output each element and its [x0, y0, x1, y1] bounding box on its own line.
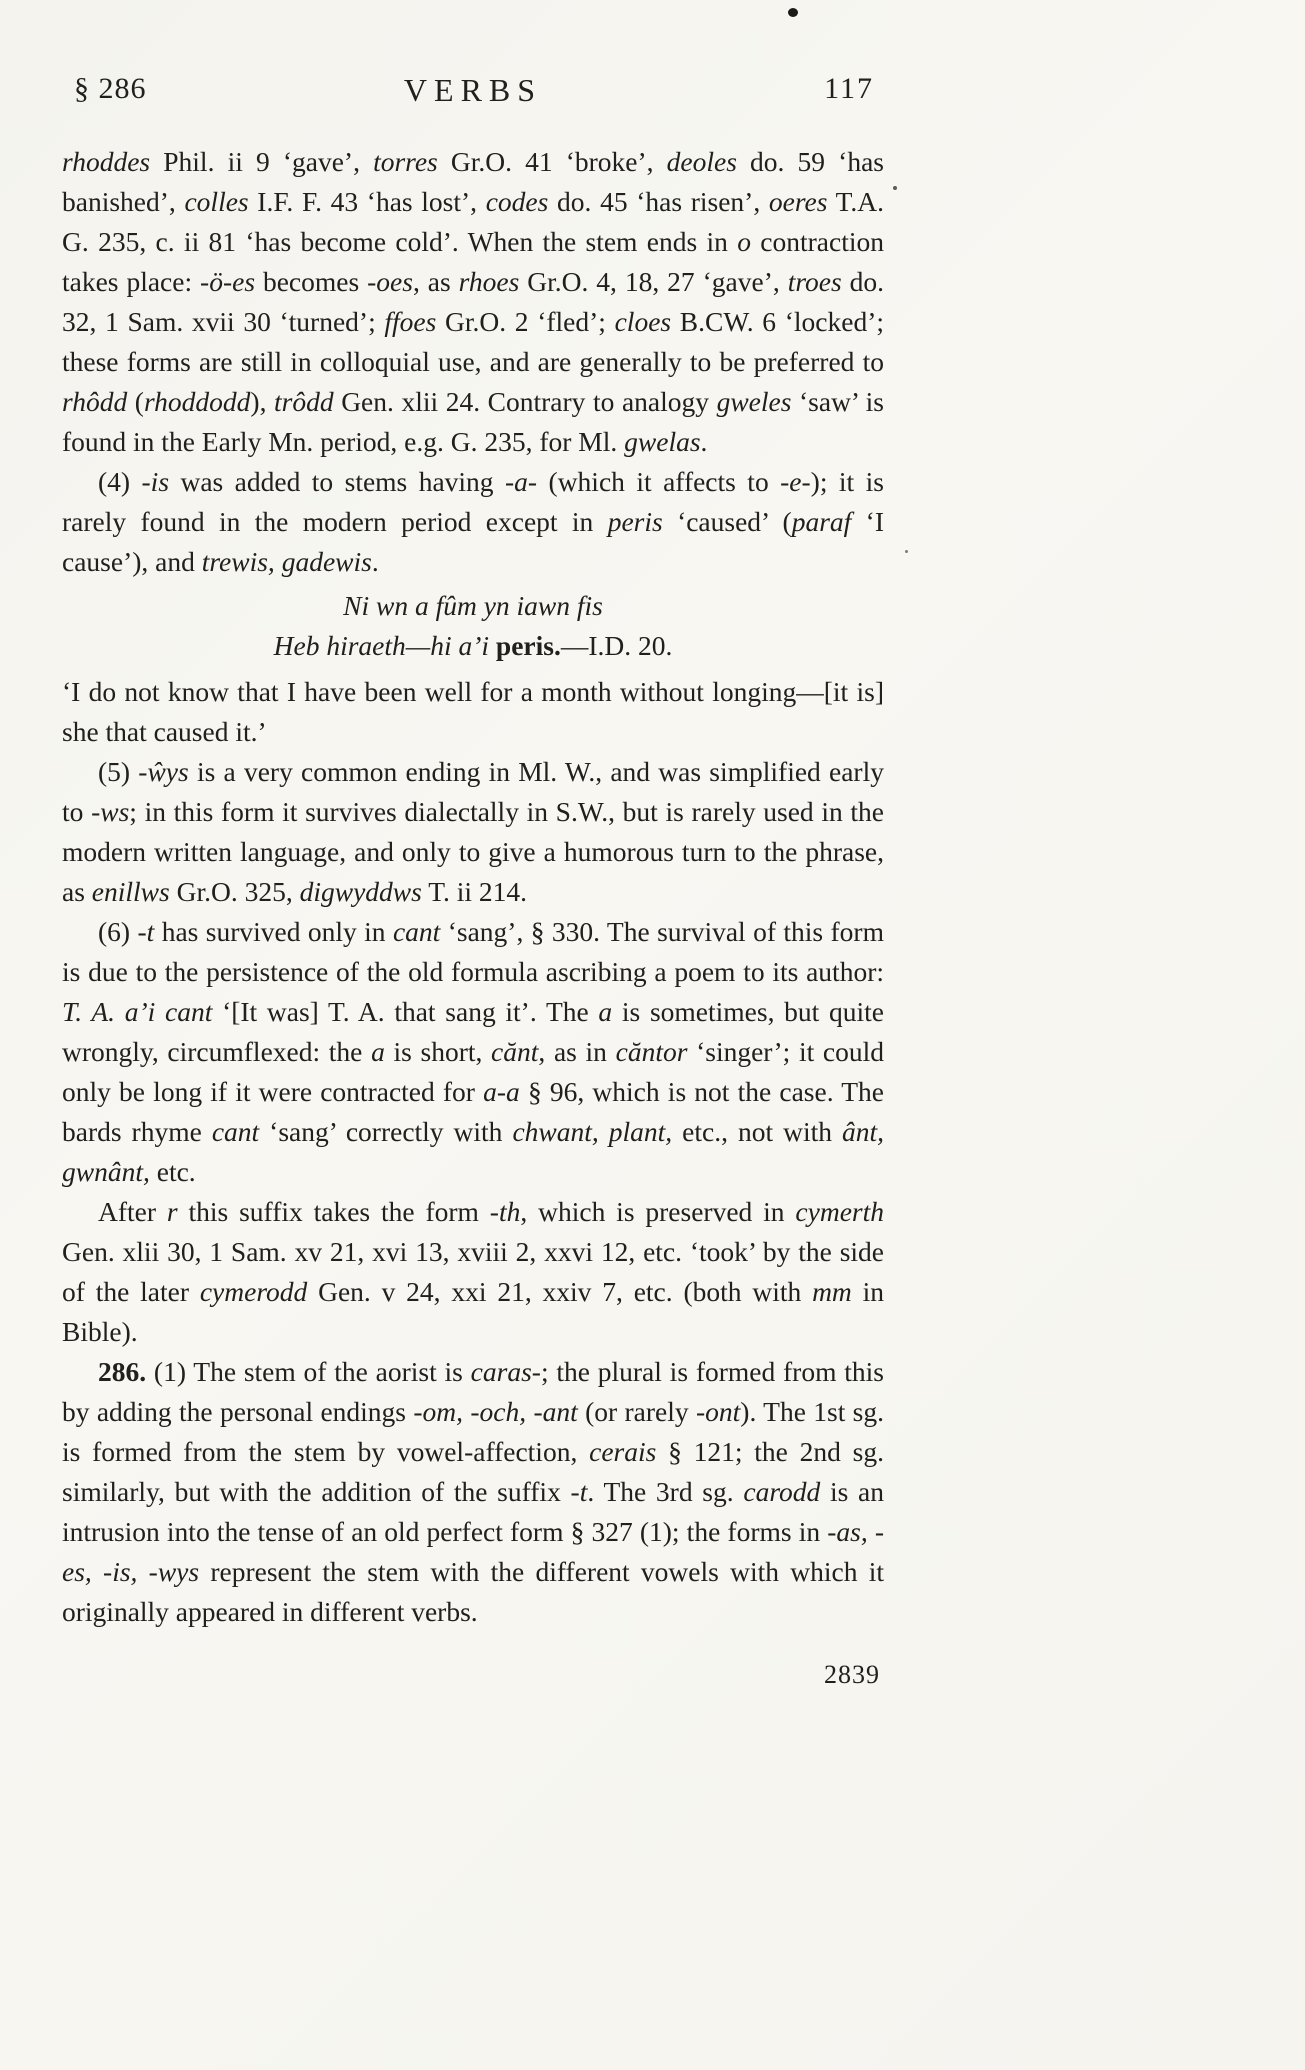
- text-run: do. 59 ‘has banished’,: [62, 146, 884, 217]
- verse-quote: [62, 586, 884, 666]
- italic-text-run: codes: [485, 186, 549, 217]
- italic-text-run: digwyddws: [299, 876, 422, 907]
- italic-text-run: oeres: [768, 186, 828, 217]
- text-run: (which it affects to: [537, 466, 781, 497]
- italic-text-run: plant,: [608, 1116, 673, 1147]
- text-run: is short,: [384, 1036, 492, 1067]
- italic-text-run: gwelas: [624, 426, 701, 457]
- italic-text-run: -is: [141, 466, 170, 497]
- italic-text-run: troes: [787, 266, 842, 297]
- text-run: ‘sang’ correctly with: [259, 1116, 513, 1147]
- text-run: in Bible).: [62, 1276, 885, 1347]
- italic-text-run: peris: [607, 506, 663, 537]
- text-run: , which is preserved in: [520, 1196, 796, 1227]
- italic-text-run: -och,: [470, 1396, 527, 1427]
- text-run: Gr.O. 41 ‘broke’,: [437, 146, 667, 177]
- text-run: Gen. xlii 30, 1 Sam. xv 21, xvi 13, xviii 2, xxvi 12, etc. ‘took’ by the side of the later: [62, 1236, 884, 1307]
- text-run: is a very common ending in Ml. W., and was simplified early to: [62, 756, 884, 827]
- ink-speck-icon: [905, 550, 908, 553]
- italic-text-run: ffoes: [384, 306, 437, 337]
- italic-text-run: chwant,: [512, 1116, 599, 1147]
- text-run: ‘caused’ (: [662, 506, 792, 537]
- print-number: 2839: [824, 1660, 880, 1689]
- italic-text-run: cymerodd: [199, 1276, 308, 1307]
- text-run: was added to stems having: [169, 466, 506, 497]
- italic-text-run: paraf: [791, 506, 852, 537]
- text-run: ‘[It was] T. A. that sang it’. The: [212, 996, 599, 1027]
- text-run: is an intrusion into the tense of an old perfect form § 327 (1); the forms in: [62, 1476, 884, 1547]
- text-run: ‘sang’, § 330. The survival of this form is due to the persistence of the old formula ascribing a poem to its author:: [62, 916, 884, 987]
- text-run: contraction takes place:: [62, 226, 884, 297]
- text-block: [62, 72, 884, 1690]
- italic-text-run: gwnânt,: [62, 1156, 150, 1187]
- italic-text-run: gadewis: [281, 546, 372, 577]
- text-run: has survived only in: [154, 916, 393, 947]
- paragraph: [62, 912, 884, 1192]
- italic-text-run: cant: [211, 1116, 260, 1147]
- ink-speck-icon: [788, 8, 798, 17]
- bold-text-run: 286.: [98, 1356, 147, 1387]
- text-run: (5): [98, 756, 139, 787]
- text-run: I.F. F. 43 ‘has lost’,: [248, 186, 486, 217]
- italic-text-run: a: [371, 1036, 385, 1067]
- text-run: Gr.O. 4, 18, 27 ‘gave’,: [519, 266, 788, 297]
- italic-text-run: trewis,: [201, 546, 275, 577]
- text-run: ‘I cause’), and: [62, 506, 884, 577]
- italic-text-run: cymerth: [795, 1196, 884, 1227]
- italic-text-run: a: [598, 996, 613, 1027]
- italic-text-run: -e-: [780, 466, 811, 497]
- text-run: T.A. G. 235, c. ii 81 ‘has become cold’. When the stem ends in: [62, 186, 884, 257]
- text-run: Gen. xlii 24. Contrary to analogy: [333, 386, 717, 417]
- italic-text-run: rhoes: [458, 266, 520, 297]
- italic-text-run: -a-: [505, 466, 538, 497]
- italic-text-run: rhoddes: [62, 146, 151, 177]
- paragraph: [62, 142, 884, 462]
- text-run: is sometimes, but quite wrongly, circumflexed: the: [62, 996, 885, 1067]
- text-run: do. 45 ‘has risen’,: [548, 186, 769, 217]
- text-run: ); it is rarely found in the modern period except in: [62, 466, 884, 537]
- text-run: —I.D. 20.: [560, 630, 673, 661]
- italic-text-run: colles: [184, 186, 249, 217]
- italic-text-run: -ont: [695, 1396, 741, 1427]
- text-run: , as in: [538, 1036, 616, 1067]
- italic-text-run: gweles: [716, 386, 792, 417]
- verse-line: [62, 626, 884, 666]
- page-content: [62, 142, 884, 1632]
- text-run: .: [371, 546, 379, 577]
- italic-text-run: Ni wn a fûm yn iawn fis: [343, 590, 603, 621]
- italic-text-run: torres: [373, 146, 438, 177]
- italic-text-run: cloes: [614, 306, 672, 337]
- italic-text-run: rhôdd: [62, 386, 128, 417]
- text-run: . The 3rd sg.: [587, 1476, 744, 1507]
- text-run: etc.: [149, 1156, 196, 1187]
- text-run: (4): [98, 466, 142, 497]
- text-run: do. 32, 1 Sam. xvii 30 ‘turned’;: [62, 266, 884, 337]
- text-run: (1) The stem of the aorist is: [146, 1356, 471, 1387]
- page-title: VERBS: [403, 72, 543, 108]
- text-run: [599, 1116, 609, 1147]
- italic-text-run: -th: [489, 1196, 521, 1227]
- text-run: this suffix takes the form: [177, 1196, 490, 1227]
- text-run: becomes: [255, 266, 368, 297]
- italic-text-run: ânt,: [841, 1116, 884, 1147]
- text-run: [275, 546, 282, 577]
- text-run: § 96, which is not the case. The bards rhyme: [62, 1076, 884, 1147]
- text-run: , as: [412, 266, 459, 297]
- paragraph: [62, 752, 884, 912]
- text-run: (6): [98, 916, 138, 947]
- text-run: ). The 1st sg. is formed from the stem by vowel-affection,: [62, 1396, 885, 1467]
- text-run: ‘I do not know that I have been well for a month without longing—[it is] she that caused it.’: [62, 676, 884, 747]
- page-number: 117: [824, 72, 874, 105]
- text-run: § 121; the 2nd sg. similarly, but with the addition of the suffix: [62, 1436, 884, 1507]
- italic-text-run: cant: [392, 916, 441, 947]
- text-run: (: [127, 386, 144, 417]
- text-run: represent the stem with the different vowels with which it originally appeared in different verbs.: [62, 1556, 885, 1627]
- italic-text-run: enillws: [91, 876, 170, 907]
- text-run: etc., not with: [672, 1116, 842, 1147]
- paragraph: [62, 1192, 884, 1352]
- italic-text-run: Heb hiraeth—hi a’i: [273, 630, 496, 661]
- paragraph: [62, 672, 884, 752]
- text-run: .: [700, 426, 708, 457]
- text-run: Gen. v 24, xxi 21, xxiv 7, etc. (both with: [307, 1276, 813, 1307]
- paragraph: [62, 1352, 884, 1632]
- italic-text-run: T. A. a’i cant: [62, 996, 213, 1027]
- italic-text-run: mm: [812, 1276, 852, 1307]
- text-run: (or rarely: [577, 1396, 696, 1427]
- italic-text-run: -as, -es, -is, -wys: [62, 1516, 884, 1587]
- italic-text-run: deoles: [666, 146, 737, 177]
- text-run: ‘singer’; it could only be long if it were contracted for: [62, 1036, 884, 1107]
- italic-text-run: carodd: [743, 1476, 821, 1507]
- italic-text-run: -t: [570, 1476, 588, 1507]
- italic-text-run: -t: [137, 916, 155, 947]
- text-run: T. ii 214.: [421, 876, 527, 907]
- text-run: ; in this form it survives dialectally in S.W., but is rarely used in the modern written language, and only to give a humorous turn to the phrase, as: [62, 796, 885, 907]
- section-number: § 286: [74, 72, 147, 105]
- text-run: ; the plural is formed from this by adding the personal endings: [62, 1356, 884, 1427]
- text-run: ‘saw’ is found in the Early Mn. period, e.g. G. 235, for Ml.: [62, 386, 884, 457]
- text-run: ),: [250, 386, 275, 417]
- italic-text-run: -ws: [91, 796, 130, 827]
- text-run: Gr.O. 2 ‘fled’;: [436, 306, 615, 337]
- italic-text-run: r: [166, 1196, 178, 1227]
- verse-line: [62, 586, 884, 626]
- italic-text-run: rhoddodd: [143, 386, 251, 417]
- text-run: B.CW. 6 ‘locked’; these forms are still in colloquial use, and are generally to be preferred to: [62, 306, 884, 377]
- italic-text-run: -oes: [367, 266, 413, 297]
- italic-text-run: a-a: [483, 1076, 520, 1107]
- italic-text-run: o: [737, 226, 751, 257]
- italic-text-run: -ŵys: [138, 756, 189, 787]
- paragraph: [62, 462, 884, 582]
- bold-text-run: peris.: [495, 630, 561, 661]
- italic-text-run: -ö-es: [200, 266, 256, 297]
- ink-speck-icon: [893, 186, 897, 190]
- page-header: [62, 72, 884, 116]
- italic-text-run: caras-: [470, 1356, 541, 1387]
- italic-text-run: cănt: [491, 1036, 539, 1067]
- text-run: Gr.O. 325,: [169, 876, 300, 907]
- text-run: After: [98, 1196, 167, 1227]
- text-run: Phil. ii 9 ‘gave’,: [150, 146, 374, 177]
- italic-text-run: căntor: [615, 1036, 688, 1067]
- italic-text-run: cerais: [589, 1436, 657, 1467]
- italic-text-run: trôdd: [274, 386, 334, 417]
- italic-text-run: -om,: [413, 1396, 464, 1427]
- italic-text-run: -ant: [533, 1396, 578, 1427]
